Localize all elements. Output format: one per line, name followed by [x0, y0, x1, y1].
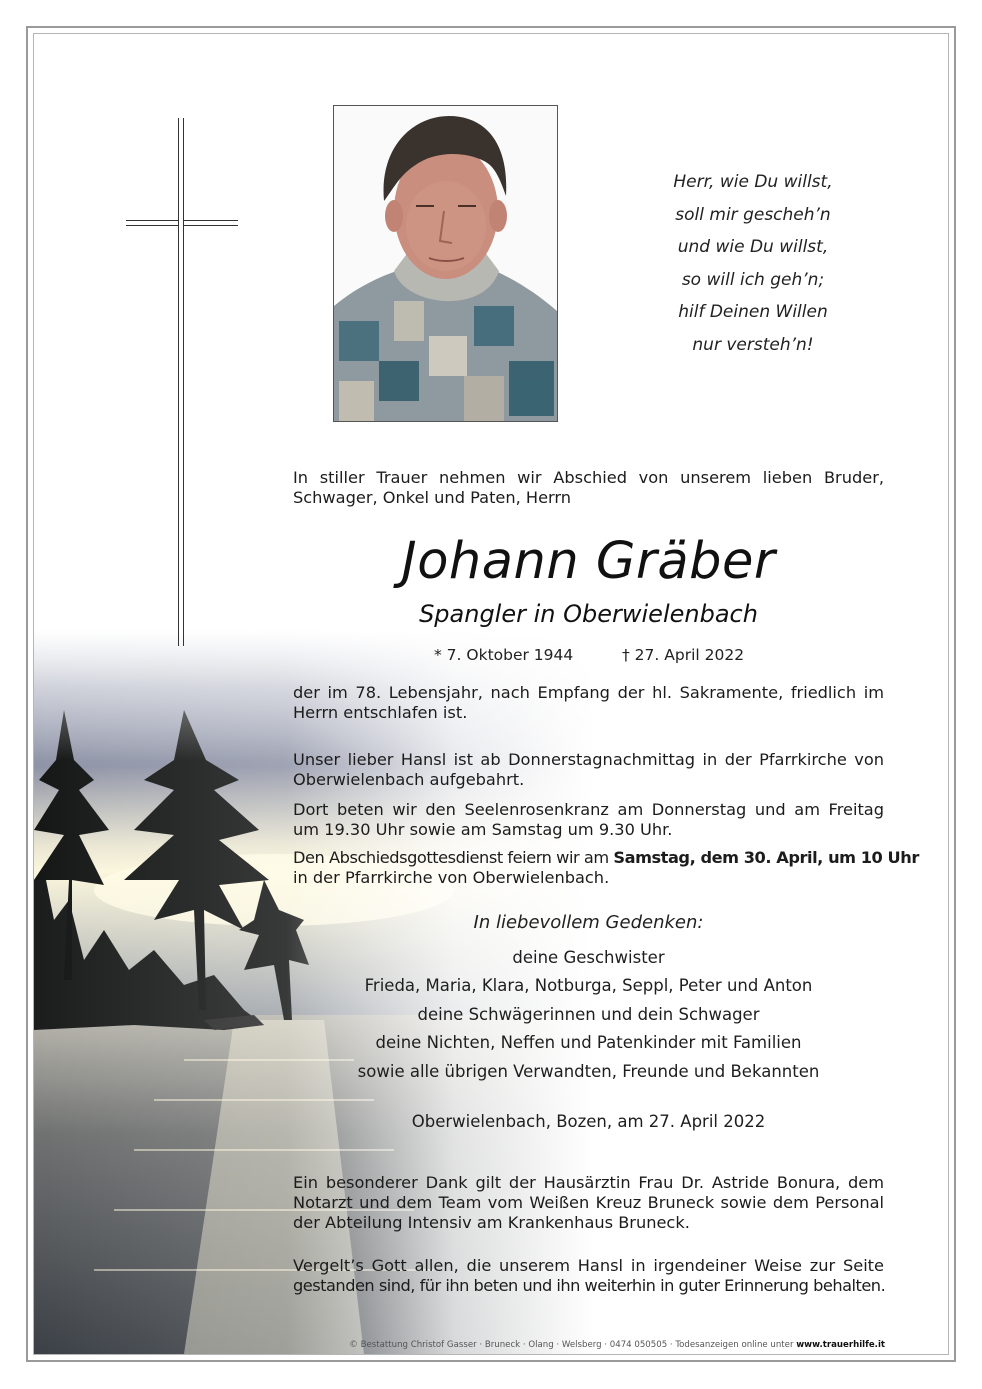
poem-line: Herr, wie Du willst,	[673, 172, 833, 192]
mourner-line: deine Geschwister	[512, 948, 665, 967]
funeral-line	[293, 848, 919, 868]
thanks-line: der Abteilung Intensiv am Krankenhaus Bruneck.	[293, 1213, 690, 1232]
thanks-line: Notarzt und dem Team vom Weißen Kreuz Bruneck sowie dem Personal	[293, 1193, 884, 1212]
cross-icon	[120, 116, 244, 648]
mourner-line: deine Schwägerinnen und dein Schwager	[417, 1004, 760, 1024]
gratitude-text	[293, 1256, 884, 1296]
mourner-line: Frieda, Maria, Klara, Notburga, Seppl, Peter und Anton	[364, 976, 813, 996]
poem	[648, 166, 858, 362]
mourners-list	[293, 944, 884, 1086]
footer-link[interactable]: www.trauerhilfe.it	[796, 1340, 885, 1350]
place-date: Oberwielenbach, Bozen, am 27. April 2022	[411, 1112, 766, 1131]
footer	[293, 1340, 885, 1350]
mourner-line: sowie alle übrigen Verwandten, Freunde und Bekannten	[357, 1061, 820, 1081]
passing-line: Herrn entschlafen ist.	[293, 703, 468, 722]
deceased-occupation: Spangler in Oberwielenbach	[419, 600, 758, 628]
poem-line: soll mir gescheh’n	[675, 204, 831, 225]
funeral-line: in der Pfarrkirche von Oberwielenbach.	[293, 868, 610, 887]
birth-date: * 7. Oktober 1944	[434, 646, 574, 664]
intro-line: In stiller Trauer nehmen wir Abschied von unserem lieben Bruder,	[293, 468, 884, 487]
thanks-text	[293, 1173, 884, 1233]
viewing-line: Unser lieber Hansl ist ab Donnerstagnachmittag in der Pfarrkirche von	[293, 750, 884, 769]
poem-line: nur versteh’n!	[692, 334, 814, 355]
rosary-text	[293, 800, 884, 840]
viewing-text	[293, 750, 884, 790]
gratitude-line: gestanden sind, für ihn beten und ihn weiterhin in guter Erinnerung behalten.	[293, 1276, 886, 1295]
passing-text	[293, 683, 884, 723]
funeral-text	[293, 848, 919, 888]
deceased-name: Johann Gräber	[401, 532, 776, 591]
rosary-line: Dort beten wir den Seelenrosenkranz am Donnerstag und am Freitag	[293, 800, 884, 819]
funeral-date: Samstag, dem 30. April, um 10 Uhr	[613, 848, 919, 867]
mourners-heading: In liebevollem Gedenken:	[473, 912, 704, 933]
rosary-line: um 19.30 Uhr sowie am Samstag um 9.30 Uhr.	[293, 820, 673, 839]
intro-line: Schwager, Onkel und Paten, Herrn	[293, 488, 572, 507]
poem-line: und wie Du willst,	[677, 237, 829, 258]
gratitude-line: Vergelt’s Gott allen, die unserem Hansl in irgendeiner Weise zur Seite	[293, 1256, 884, 1275]
poem-line: hilf Deinen Willen	[678, 302, 828, 323]
funeral-prefix: Den Abschiedsgottesdienst feiern wir am	[293, 848, 609, 867]
mourner-line: deine Nichten, Neffen und Patenkinder mit Familien	[375, 1033, 802, 1053]
thanks-line: Ein besonderer Dank gilt der Hausärztin Frau Dr. Astride Bonura, dem	[293, 1173, 884, 1192]
passing-line: der im 78. Lebensjahr, nach Empfang der hl. Sakramente, friedlich im	[293, 683, 884, 702]
death-date: † 27. April 2022	[622, 646, 745, 664]
intro-text	[293, 468, 884, 508]
portrait-photo	[333, 105, 558, 422]
poem-line: so will ich geh’n;	[681, 269, 825, 290]
footer-text: © Bestattung Christof Gasser · Bruneck · Olang · Welsberg · 0474 050505 · Todesanzeigen online unter	[349, 1340, 794, 1350]
viewing-line: Oberwielenbach aufgebahrt.	[293, 770, 525, 789]
